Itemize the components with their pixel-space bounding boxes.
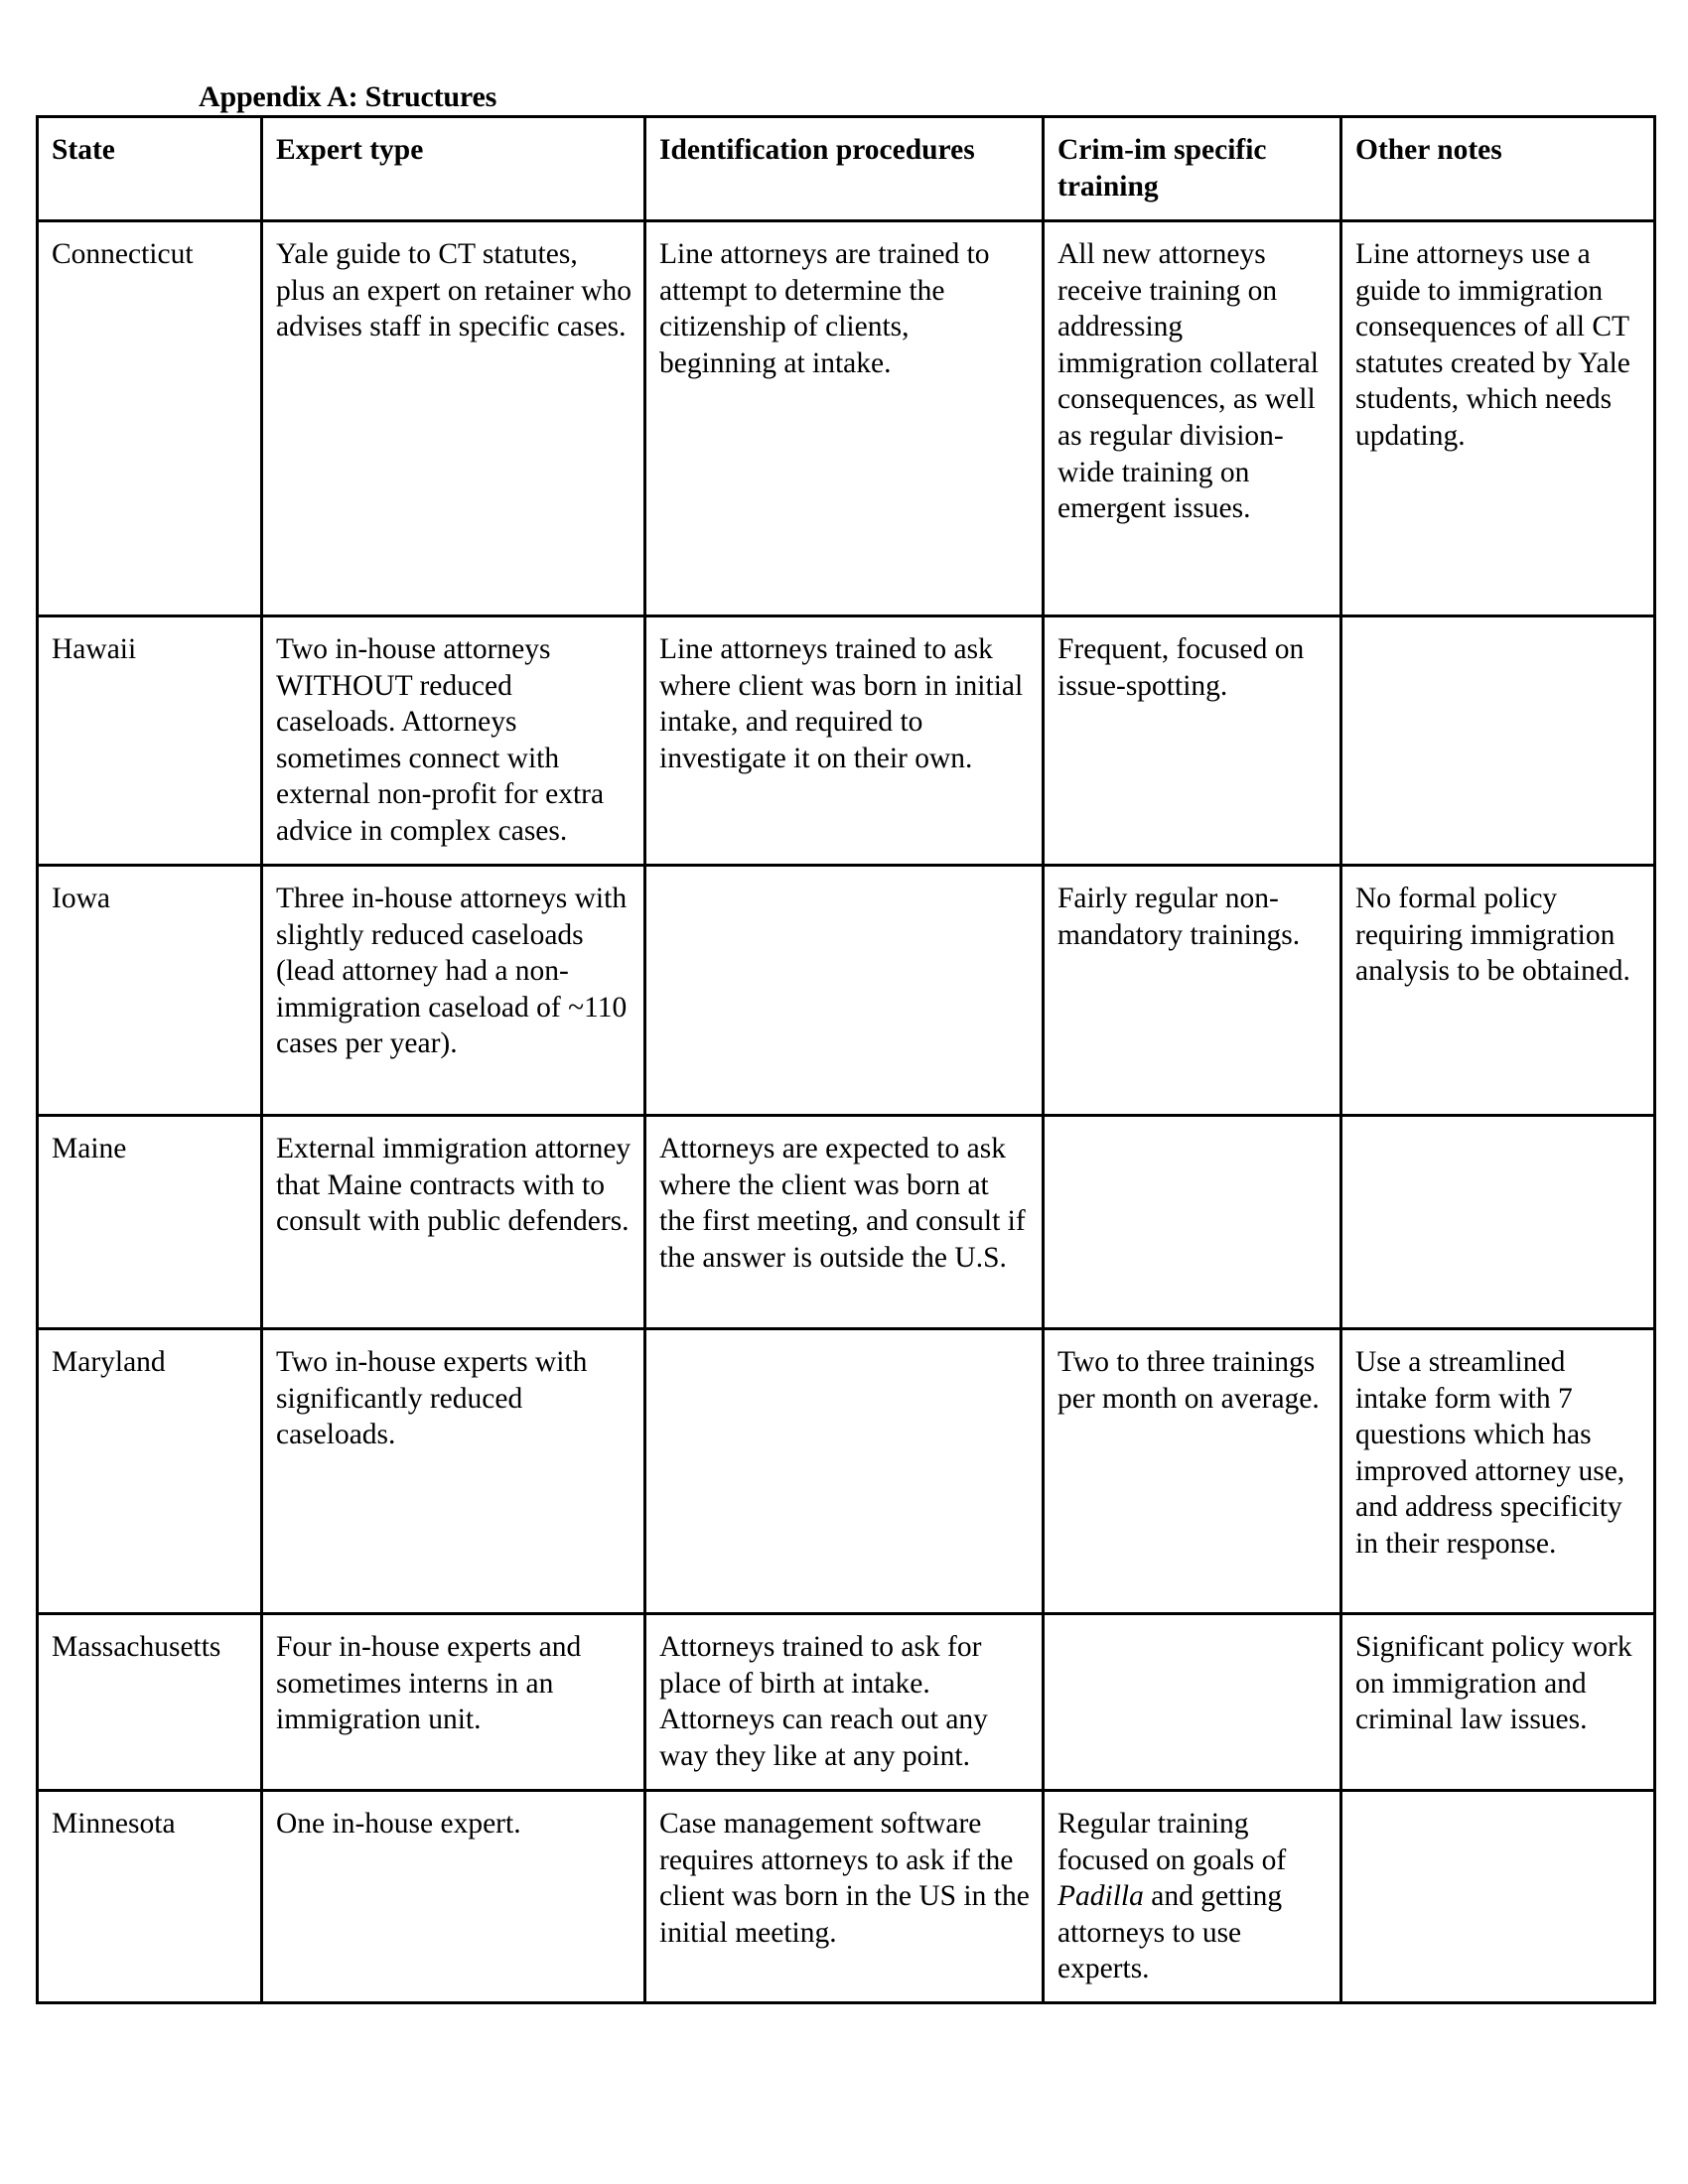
cell-notes: Line attorneys use a guide to immigration consequences of all CT statutes created by Yale students, which needs updating. <box>1341 221 1655 616</box>
cell-identification: Attorneys trained to ask for place of birth at intake. Attorneys can reach out any way they like at any point. <box>645 1614 1044 1791</box>
cell-training <box>1044 1791 1341 2003</box>
cell-notes: Use a streamlined intake form with 7 questions which has improved attorney use, and address specificity in their response. <box>1341 1329 1655 1614</box>
cell-notes: Significant policy work on immigration and criminal law issues. <box>1341 1614 1655 1791</box>
training-italic: Padilla <box>1057 1880 1144 1913</box>
table-row <box>38 1116 1655 1329</box>
cell-state: Maryland <box>38 1329 262 1614</box>
table-header-row <box>38 117 1655 221</box>
cell-training <box>1044 866 1341 1116</box>
cell-expert-type: Three in-house attorneys with slightly reduced caseloads (lead attorney had a non-immigration caseload of ~110 cases per year). <box>262 866 645 1116</box>
table-row <box>38 1791 1655 2003</box>
cell-expert-type: Four in-house experts and sometimes interns in an immigration unit. <box>262 1614 645 1791</box>
cell-training <box>1044 1116 1341 1329</box>
table-row <box>38 616 1655 866</box>
training-text: Two to three trainings per month on average. <box>1057 1346 1320 1415</box>
cell-training <box>1044 616 1341 866</box>
cell-identification: Case management software requires attorneys to ask if the client was born in the US in the initial meeting. <box>645 1791 1044 2003</box>
training-text: Fairly regular non-mandatory trainings. <box>1057 883 1301 951</box>
header-expert-type: Expert type <box>262 117 645 221</box>
structures-table <box>36 115 1656 2004</box>
cell-state: Massachusetts <box>38 1614 262 1791</box>
cell-notes: No formal policy requiring immigration analysis to be obtained. <box>1341 866 1655 1116</box>
cell-expert-type: External immigration attorney that Maine contracts with to consult with public defenders. <box>262 1116 645 1329</box>
table-row <box>38 1614 1655 1791</box>
cell-state: Iowa <box>38 866 262 1116</box>
table-row <box>38 1329 1655 1614</box>
cell-notes <box>1341 616 1655 866</box>
table-row <box>38 866 1655 1116</box>
cell-training <box>1044 1329 1341 1614</box>
header-other-notes: Other notes <box>1341 117 1655 221</box>
cell-identification: Line attorneys trained to ask where client was born in initial intake, and required to investigate it on their own. <box>645 616 1044 866</box>
cell-state: Minnesota <box>38 1791 262 2003</box>
header-identification-procedures: Identification procedures <box>645 117 1044 221</box>
cell-state: Connecticut <box>38 221 262 616</box>
training-text: All new attorneys receive training on addressing immigration collateral consequences, as well as regular division-wide training on emergent issues. <box>1057 238 1319 525</box>
cell-expert-type: One in-house expert. <box>262 1791 645 2003</box>
cell-expert-type: Two in-house experts with significantly reduced caseloads. <box>262 1329 645 1614</box>
training-text: Frequent, focused on issue-spotting. <box>1057 633 1305 702</box>
table-row <box>38 221 1655 616</box>
cell-training <box>1044 221 1341 616</box>
cell-identification <box>645 866 1044 1116</box>
cell-notes <box>1341 1116 1655 1329</box>
cell-training <box>1044 1614 1341 1791</box>
header-state: State <box>38 117 262 221</box>
cell-expert-type: Two in-house attorneys WITHOUT reduced caseloads. Attorneys sometimes connect with external non-profit for extra advice in complex cases. <box>262 616 645 866</box>
cell-expert-type: Yale guide to CT statutes, plus an expert on retainer who advises staff in specific cases. <box>262 221 645 616</box>
training-text-after: and getting attorneys to use experts. <box>1057 1880 1283 1985</box>
cell-state: Maine <box>38 1116 262 1329</box>
cell-state: Hawaii <box>38 616 262 866</box>
training-text: Regular training focused on goals of <box>1057 1808 1287 1876</box>
cell-identification: Line attorneys are trained to attempt to determine the citizenship of clients, beginning at intake. <box>645 221 1044 616</box>
page-title: Appendix A: Structures <box>199 80 497 113</box>
cell-identification: Attorneys are expected to ask where the client was born at the first meeting, and consult if the answer is outside the U.S. <box>645 1116 1044 1329</box>
cell-identification <box>645 1329 1044 1614</box>
cell-notes <box>1341 1791 1655 2003</box>
header-crim-im-training: Crim-im specific training <box>1044 117 1341 221</box>
